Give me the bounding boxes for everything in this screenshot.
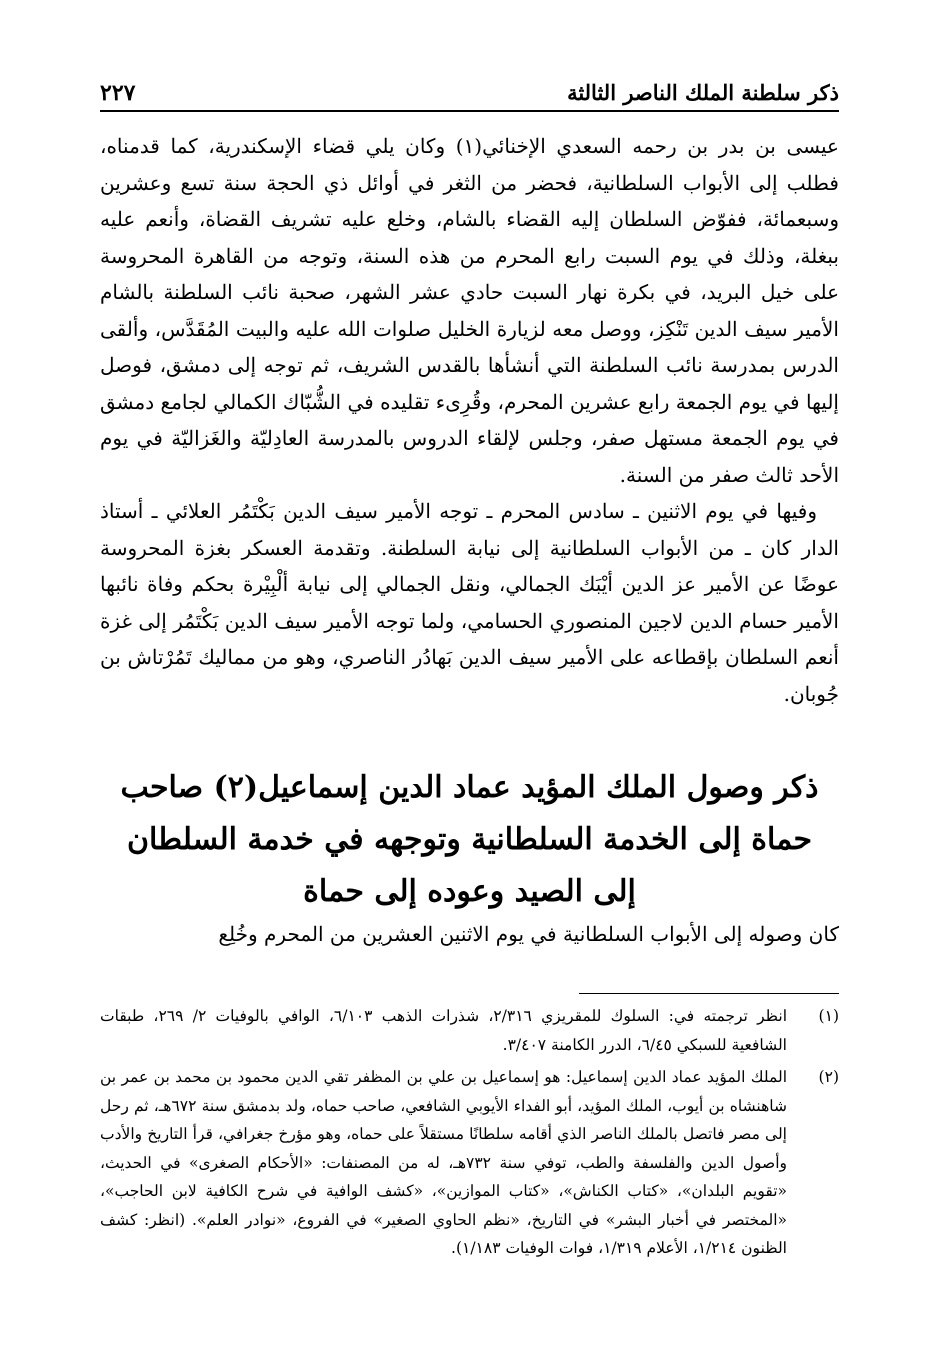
footnotes	[100, 1002, 839, 1267]
footnote-2	[100, 1063, 839, 1263]
page-number: ٢٢٧	[100, 80, 136, 106]
footnote-text: الملك المؤيد عماد الدين إسماعيل: هو إسماعيل بن علي بن المظفر تقي الدين محمود بن محمد بن عمر بن شاهنشاه بن أيوب، الملك المؤيد، أبو الفداء الأيوبي الشافعي، صاحب حماه، ولد بدمشق سنة ٦٧٢هـ، ثم رحل إلى مصر فاتصل بالملك الناصر الذي أقامه سلطانًا مستقلاً على حماه، وهو مؤرخ جغرافي، قرأ التاريخ والأدب وأصول الدين والفلسفة والطب، توفي سنة ٧٣٢هـ، له من المصنفات: «الأحكام الصغرى» في الحديث، «تقويم البلدان»، «كتاب الكناش»، «كتاب الموازين»، «كشف الوافية في شرح الكافية لابن الحاجب»، «المختصر في أخبار البشر» في التاريخ، «نظم الحاوي الصغير» في الفروع، «نوادر العلم». (انظر: كشف الظنون ١/٢١٤، الأعلام ١/٣١٩، فوات الوفيات ١/١٨٣).	[100, 1068, 787, 1257]
footnote-number: (٢)	[818, 1068, 839, 1086]
section-heading: ذكر وصول الملك المؤيد عماد الدين إسماعيل(٢) صاحب حماة إلى الخدمة السلطانية وتوجهه في خدمة السلطان إلى الصيد وعوده إلى حماة	[120, 770, 819, 909]
main-text	[100, 128, 839, 712]
section-first-line: كان وصوله إلى الأبواب السلطانية في يوم الاثنين العشرين من المحرم وخُلِع	[218, 922, 839, 946]
paragraph-1: عيسى بن بدر بن رحمه السعدي الإخنائي(١) وكان يلي قضاء الإسكندرية، كما قدمناه، فطلب إلى الأبواب السلطانية، فحضر من الثغر في أوائل ذي الحجة سنة تسع وعشرين وسبعمائة، ففوّض السلطان إليه القضاء بالشام، وخلع عليه تشريف القضاة، وأنعم عليه ببغلة، وذلك في يوم السبت رابع المحرم من هذه السنة، وتوجه من القاهرة المحروسة على خيل البريد، في بكرة نهار السبت حادي عشر الشهر، صحبة نائب السلطنة بالشام الأمير سيف الدين تَنْكِز، ووصل معه لزيارة الخليل صلوات الله عليه والبيت المُقَدَّس، وألقى الدرس بمدرسة نائب السلطنة التي أنشأها بالقدس الشريف، ثم توجه إلى دمشق، فوصل إليها في يوم الجمعة رابع عشرين المحرم، وقُرِىء تقليده في الشُّبّاك الكمالي لجامع دمشق في يوم الجمعة مستهل صفر، وجلس لإلقاء الدروس بالمدرسة العادِليّة والغَزاليّة في يوم الأحد ثالث صفر من السنة.	[100, 134, 839, 487]
footnote-text: انظر ترجمته في: السلوك للمقريزي ٢/٣١٦، شذرات الذهب ٦/١٠٣، الوافي بالوفيات ٢/ ٢٦٩، طبقات الشافعية للسبكي ٦/٤٥، الدرر الكامنة ٣/٤٠٧.	[100, 1007, 788, 1054]
paragraph-2: وفيها في يوم الاثنين ـ سادس المحرم ـ توجه الأمير سيف الدين بَكْتَمُر العلائي ـ أستاذ الدار كان ـ من الأبواب السلطانية إلى نيابة السلطنة. وتقدمة العسكر بغزة المحروسة عوضًا عن الأمير عز الدين أيْبَك الجمالي، ونقل الجمالي إلى نيابة ألْبِيْرة بحكم وفاة نائبها الأمير حسام الدين لاجين المنصوري الحسامي، ولما توجه الأمير سيف الدين بَكْتَمُر إلى غزة أنعم السلطان بإقطاعه على الأمير سيف الدين بَهادُر الناصري، وهو من مماليك تَمُرْتاش بن جُوبان.	[100, 499, 839, 706]
running-title: ذكر سلطنة الملك الناصر الثالثة	[567, 80, 839, 105]
footnote-separator	[579, 993, 839, 994]
footnote-1	[100, 1002, 839, 1059]
footnote-number: (١)	[818, 1007, 839, 1025]
page-header	[100, 78, 839, 112]
